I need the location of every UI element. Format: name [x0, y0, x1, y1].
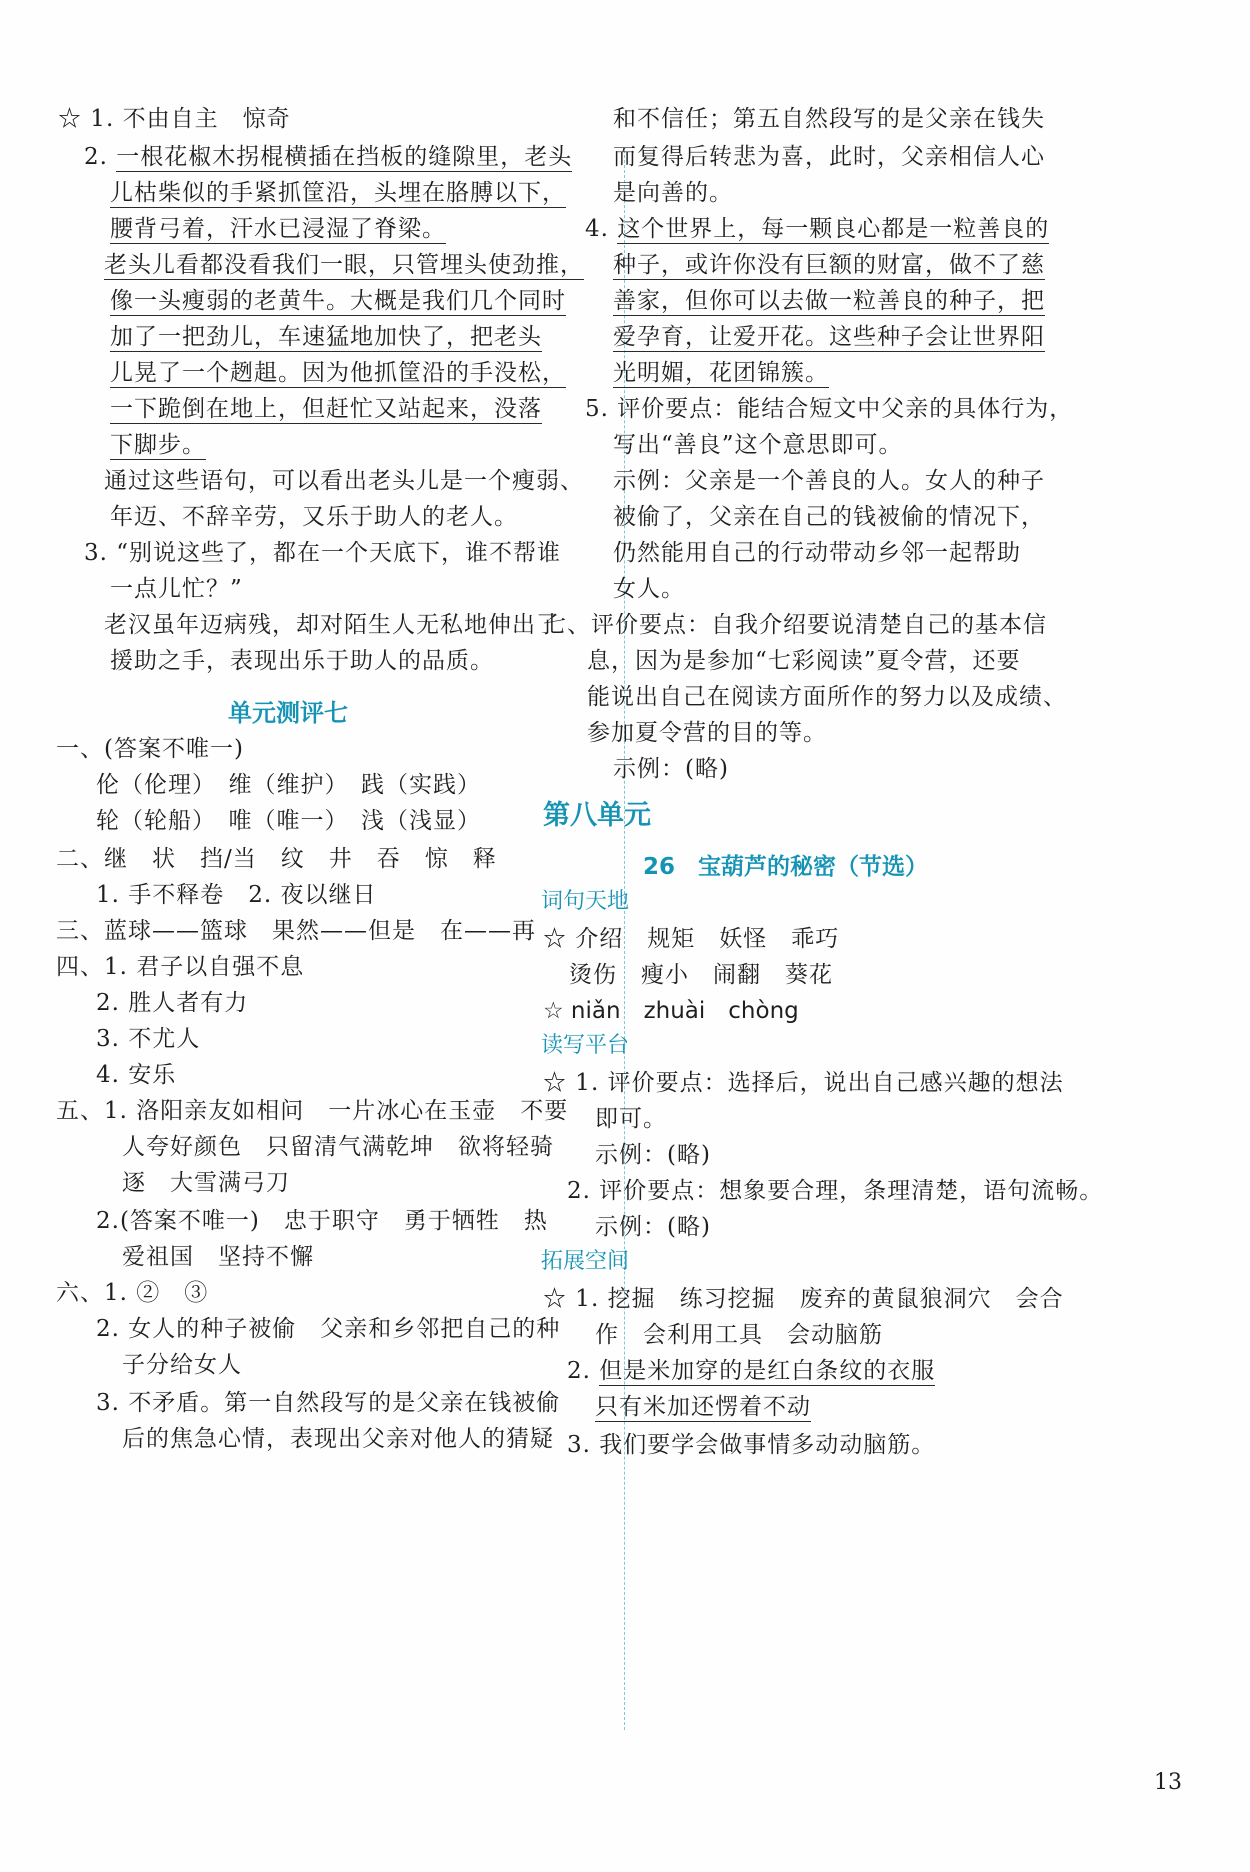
answer-line: 轮（轮船） 唯（唯一） 浅（浅显）	[96, 808, 481, 834]
answer-line: ☆ 介绍 规矩 妖怪 乖巧	[543, 926, 840, 952]
underlined-quote: 像一头瘦弱的老黄牛。大概是我们几个同时	[110, 288, 566, 314]
underlined-quote: 一根花椒木拐棍横插在挡板的缝隙里，老头	[116, 144, 573, 170]
answer-line: 援助之手，表现出乐于助人的品质。	[110, 648, 494, 674]
underlined-quote: 爱孕育，让爱开花。这些种子会让世界阳	[613, 324, 1045, 350]
answer-line: 逐 大雪满弓刀	[122, 1170, 290, 1196]
answer-line: 子分给女人	[122, 1352, 242, 1378]
answer-line: 被偷了，父亲在自己的钱被偷的情况下，	[613, 504, 1045, 530]
answer-line	[110, 394, 542, 424]
answer-line: 人夸好颜色 只留清气满乾坤 欲将轻骑	[122, 1134, 554, 1160]
answer-line: 4. 安乐	[96, 1062, 177, 1088]
answer-line: 和不信任；第五自然段写的是父亲在钱失	[613, 106, 1045, 132]
answer-line: 能说出自己在阅读方面所作的努力以及成绩、	[587, 684, 1067, 710]
answer-line	[110, 430, 206, 460]
answer-line: 一、(答案不唯一)	[56, 736, 244, 762]
answer-line: ☆ niǎn zhuài chòng	[543, 998, 799, 1024]
underlined-quote: 加了一把劲儿，车速猛地加快了，把老头	[110, 324, 542, 350]
item-number: 4.	[585, 216, 618, 242]
answer-line: 五、1. 洛阳亲友如相问 一片冰心在玉壶 不要	[56, 1098, 569, 1124]
section-heading-duxie: 读写平台	[541, 1033, 630, 1058]
answer-line: 3. 我们要学会做事情多动动脑筋。	[567, 1432, 936, 1458]
answer-line	[110, 286, 566, 316]
answer-line: 作 会利用工具 会动脑筋	[595, 1322, 883, 1348]
answer-line: ☆ 1. 不由自主 惊奇	[58, 106, 291, 132]
answer-line: 七、评价要点：自我介绍要说清楚自己的基本信	[543, 612, 1047, 638]
underlined-quote: 腰背弓着，汗水已浸湿了脊梁。	[110, 216, 446, 242]
answer-line: 3. 不矛盾。第一自然段写的是父亲在钱被偷	[96, 1390, 561, 1416]
answer-line	[585, 214, 1049, 244]
answer-line: 年迈、不辞辛劳，又乐于助人的老人。	[110, 504, 518, 530]
underlined-quote: 儿枯柴似的手紧抓筐沿，头埋在胳膊以下，	[110, 180, 566, 206]
item-number: 2.	[84, 144, 117, 170]
answer-line	[567, 1356, 935, 1386]
answer-line: 二、继 状 挡/当 纹 井 吞 惊 释	[56, 846, 497, 872]
answer-line: 2.(答案不唯一) 忠于职守 勇于牺牲 热	[96, 1208, 548, 1234]
unit-8-heading: 第八单元	[543, 800, 651, 831]
answer-line: ☆ 1. 挖掘 练习挖掘 废弃的黄鼠狼洞穴 会合	[543, 1286, 1064, 1312]
answer-line: 老汉虽年迈病残，却对陌生人无私地伸出了	[104, 612, 560, 638]
answer-line: 是向善的。	[613, 180, 733, 206]
answer-line: 即可。	[595, 1106, 667, 1132]
answer-line: 伦（伦理） 维（维护） 践（实践）	[96, 772, 481, 798]
answer-line: 三、蓝球——篮球 果然——但是 在——再	[56, 918, 536, 944]
answer-line: 后的焦急心情，表现出父亲对他人的猜疑	[122, 1426, 554, 1452]
answer-line	[110, 358, 566, 388]
answer-line: 5. 评价要点：能结合短文中父亲的具体行为，	[585, 396, 1074, 422]
answer-line: 示例：(略)	[613, 756, 729, 782]
underlined-quote: 只有米加还愣着不动	[595, 1394, 811, 1420]
underlined-quote: 老头儿看都没看我们一眼，只管埋头使劲推，	[104, 252, 584, 278]
answer-line: 烫伤 瘦小 闹翻 葵花	[569, 962, 833, 988]
underlined-quote: 种子，或许你没有巨额的财富，做不了慈	[613, 252, 1045, 278]
unit-7-heading: 单元测评七	[228, 699, 348, 727]
answer-line: 仍然能用自己的行动带动乡邻一起帮助	[613, 540, 1021, 566]
underlined-quote: 儿晃了一个趔趄。因为他抓筐沿的手没松，	[110, 360, 566, 386]
lesson-26-heading: 26 宝葫芦的秘密（节选）	[643, 854, 929, 880]
answer-line: 一点儿忙？”	[110, 576, 243, 602]
answer-line	[613, 358, 829, 388]
answer-line: 女人。	[613, 576, 685, 602]
answer-line	[613, 250, 1045, 280]
answer-line: 息，因为是参加“七彩阅读”夏令营，还要	[587, 648, 1021, 674]
answer-line: 四、1. 君子以自强不息	[56, 954, 305, 980]
answer-line: 1. 手不释卷 2. 夜以继日	[96, 882, 377, 908]
answer-line: 示例：(略)	[595, 1214, 711, 1240]
answer-line: 示例：(略)	[595, 1142, 711, 1168]
answer-line	[110, 214, 446, 244]
answer-line	[613, 286, 1045, 316]
answer-line	[613, 322, 1045, 352]
underlined-quote: 这个世界上，每一颗良心都是一粒善良的	[617, 216, 1050, 242]
answer-line: 2. 评价要点：想象要合理，条理清楚，语句流畅。	[567, 1178, 1104, 1204]
section-heading-tuozhan: 拓展空间	[541, 1249, 630, 1274]
underlined-quote: 一下跪倒在地上，但赶忙又站起来，没落	[110, 396, 542, 422]
answer-line: 参加夏令营的目的等。	[587, 720, 827, 746]
answer-line	[110, 322, 542, 352]
answer-line: 2. 胜人者有力	[96, 990, 249, 1016]
answer-line	[104, 250, 584, 280]
answer-line: 3. “别说这些了，都在一个天底下，谁不帮谁	[84, 540, 562, 566]
section-heading-ciju: 词句天地	[541, 889, 630, 914]
answer-line: 而复得后转悲为喜，此时，父亲相信人心	[613, 144, 1045, 170]
answer-line	[110, 178, 566, 208]
answer-line: 爱祖国 坚持不懈	[122, 1244, 314, 1270]
underlined-quote: 善家，但你可以去做一粒善良的种子，把	[613, 288, 1045, 314]
answer-line: 2. 女人的种子被偷 父亲和乡邻把自己的种	[96, 1316, 561, 1342]
answer-line	[595, 1392, 811, 1422]
answer-line: 写出“善良”这个意思即可。	[613, 432, 903, 458]
page-number: 13	[1154, 1770, 1182, 1795]
answer-line: 通过这些语句，可以看出老头儿是一个瘦弱、	[104, 468, 584, 494]
answer-line: 六、1. ② ③	[56, 1280, 209, 1306]
answer-line: 3. 不尤人	[96, 1026, 201, 1052]
answer-line: ☆ 1. 评价要点：选择后，说出自己感兴趣的想法	[543, 1070, 1064, 1096]
answer-line: 示例：父亲是一个善良的人。女人的种子	[613, 468, 1045, 494]
underlined-quote: 但是米加穿的是红白条纹的衣服	[599, 1358, 936, 1384]
answer-line	[84, 142, 572, 172]
item-number: 2.	[567, 1358, 600, 1384]
underlined-quote: 光明媚，花团锦簇。	[613, 360, 829, 386]
underlined-quote: 下脚步。	[110, 432, 206, 458]
